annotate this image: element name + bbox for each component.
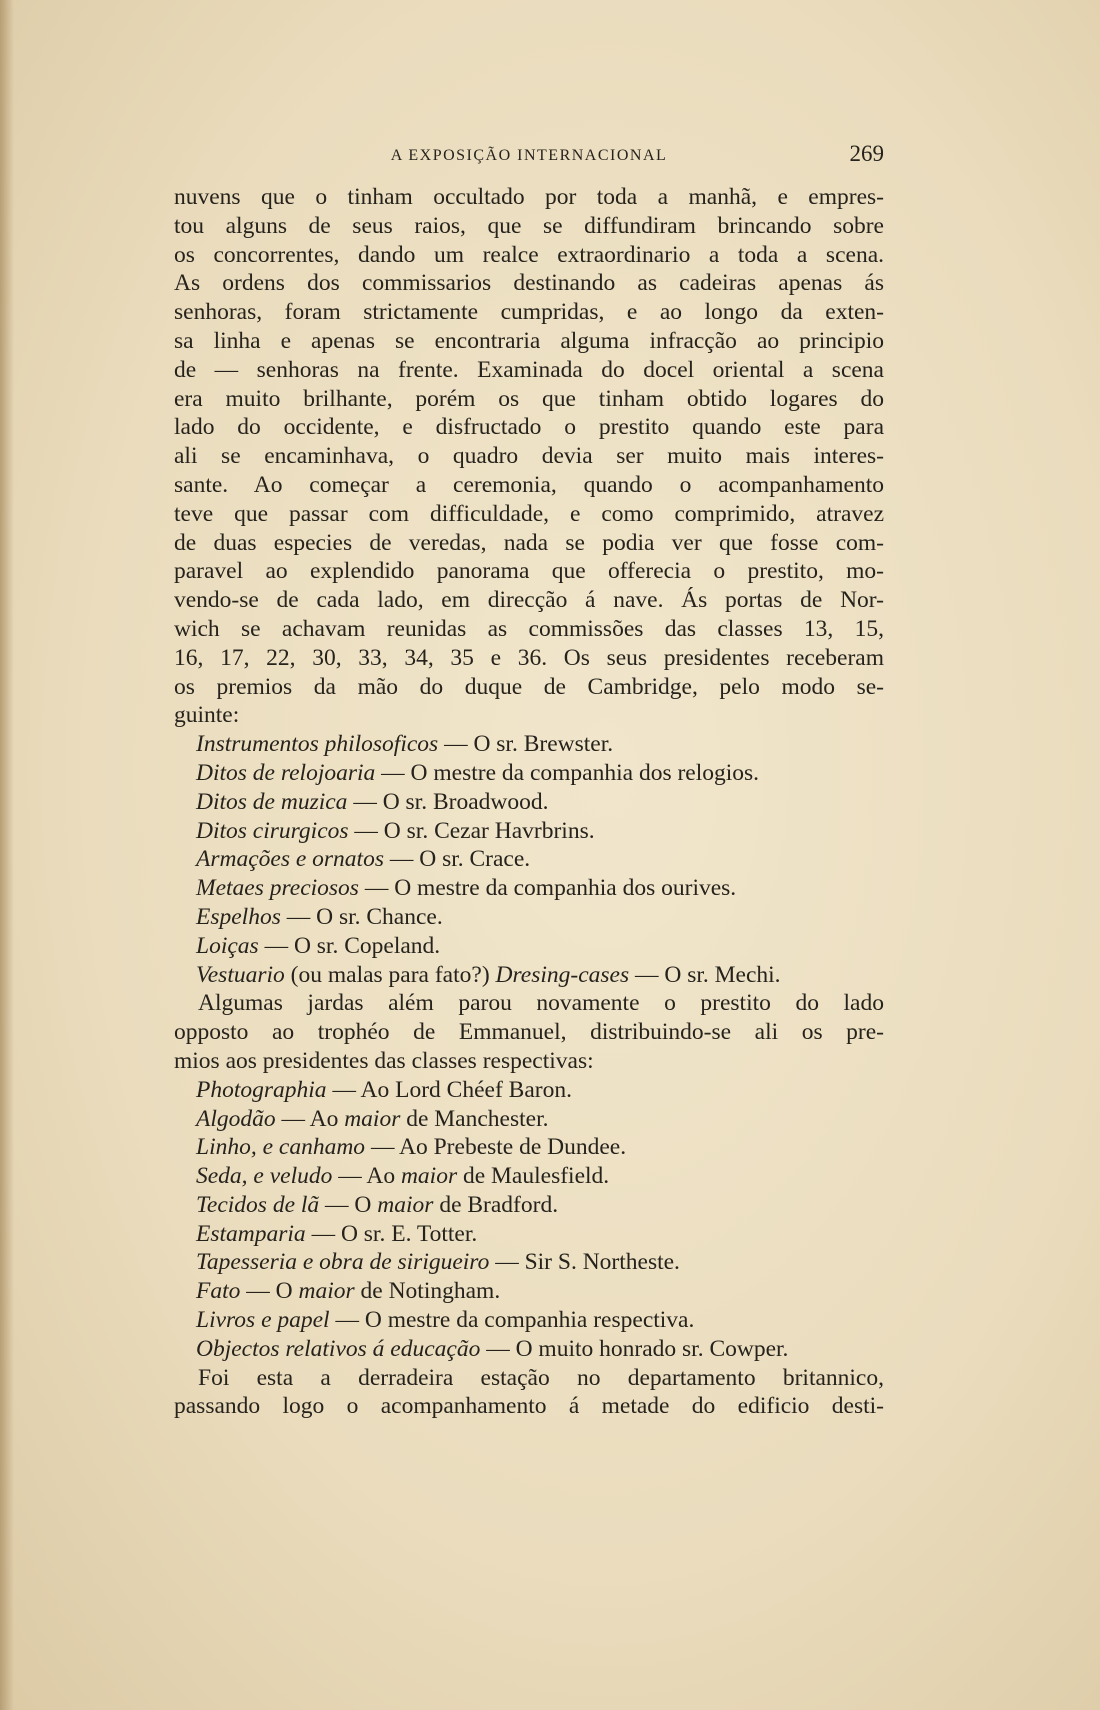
text-segment: — O <box>319 1191 378 1218</box>
text-segment: de Notingham. <box>354 1278 501 1305</box>
prize-entry-line <box>174 1191 884 1220</box>
text-line <box>174 385 884 414</box>
text-segment: de Maulesfield. <box>457 1163 610 1190</box>
text-line <box>174 586 884 615</box>
text-line <box>174 442 884 471</box>
prize-entry-line <box>174 932 884 961</box>
text-segment: lado do occidente, e disfructado o prestito quando este para <box>174 414 884 441</box>
text-line <box>174 989 884 1018</box>
prize-entry-line <box>174 1133 884 1162</box>
text-line <box>174 1018 884 1047</box>
prize-entry-line <box>174 1248 884 1277</box>
italic-segment: Algodão <box>196 1105 276 1132</box>
text-segment: — O muito honrado sr. Cowper. <box>480 1335 789 1362</box>
prize-entry-line <box>174 817 884 846</box>
text-segment: — Ao Prebeste de Dundee. <box>365 1134 627 1161</box>
italic-segment: Photographia <box>196 1076 327 1103</box>
text-segment: — O sr. Chance. <box>280 903 443 930</box>
prize-entry-line <box>174 903 884 932</box>
text-segment: passando logo o acompanhamento á metade do edificio desti- <box>174 1393 884 1420</box>
text-segment: sante. Ao começar a ceremonia, quando o acompanhamento <box>174 471 884 498</box>
text-line <box>174 1047 884 1076</box>
text-segment: paravel ao explendido panorama que offerecia o prestito, mo- <box>174 558 884 585</box>
text-segment: vendo-se de cada lado, em direcção á nave. Ás portas de Nor- <box>174 587 884 614</box>
text-segment: wich se achavam reunidas as commissões das classes 13, 15, <box>174 615 884 642</box>
text-line <box>174 298 884 327</box>
text-segment: (ou malas para fato?) <box>284 961 496 988</box>
italic-segment: Vestuario <box>196 961 285 988</box>
text-segment: — O sr. Cezar Havrbrins. <box>348 817 595 844</box>
prize-entry-line <box>174 1162 884 1191</box>
text-segment: — O sr. Copeland. <box>258 932 441 959</box>
prize-entry-line <box>174 1220 884 1249</box>
italic-segment: Armações e ornatos <box>196 846 384 873</box>
text-line <box>174 1392 884 1421</box>
text-segment: nuvens que o tinham occultado por toda a manhã, e empres- <box>174 184 884 210</box>
italic-segment: maior <box>400 1163 458 1190</box>
page-header <box>174 141 884 171</box>
text-segment: teve que passar com difficuldade, e como comprimido, atravez <box>174 500 884 527</box>
italic-segment: Linho, e canhamo <box>196 1134 366 1161</box>
prize-entry-line <box>174 1335 884 1364</box>
text-segment: — O mestre da companhia respectiva. <box>329 1307 695 1334</box>
prize-entry-line <box>174 874 884 903</box>
italic-segment: maior <box>344 1105 401 1132</box>
text-segment: — O sr. Broadwood. <box>347 788 549 815</box>
italic-segment: Tecidos de lã <box>196 1191 320 1218</box>
italic-segment: Ditos de muzica <box>196 788 348 815</box>
text-segment: de duas especies de veredas, nada se podia ver que fosse com- <box>174 529 884 556</box>
text-line <box>174 644 884 673</box>
text-segment: de — senhoras na frente. Examinada do docel oriental a scena <box>174 356 884 383</box>
italic-segment: Dresing-cases <box>495 961 630 988</box>
text-segment: — Ao <box>275 1105 345 1132</box>
text-segment: — Sir S. Northeste. <box>489 1249 680 1276</box>
text-line <box>174 1364 884 1393</box>
text-line <box>174 356 884 385</box>
italic-segment: Espelhos <box>196 903 281 930</box>
text-segment: mios aos presidentes das classes respectivas: <box>174 1047 594 1074</box>
text-segment: — O sr. Crace. <box>383 846 531 873</box>
text-segment: opposto ao trophéo de Emmanuel, distribuindo-se ali os pre- <box>174 1019 884 1046</box>
text-segment: As ordens dos commissarios destinando as cadeiras apenas ás <box>174 270 884 297</box>
text-line <box>174 327 884 356</box>
italic-segment: Livros e papel <box>196 1307 330 1334</box>
prize-entry-line <box>174 845 884 874</box>
text-segment: 16, 17, 22, 30, 33, 34, 35 e 36. Os seus presidentes receberam <box>174 644 884 671</box>
text-segment: — O sr. E. Totter. <box>305 1220 478 1247</box>
text-segment: Foi esta a derradeira estação no departamento britannico, <box>198 1364 884 1391</box>
italic-segment: maior <box>298 1278 355 1305</box>
text-segment: Algumas jardas além parou novamente o prestito do lado <box>198 990 884 1017</box>
italic-segment: Instrumentos philosoficos <box>196 731 439 758</box>
prize-entry-line <box>174 788 884 817</box>
text-line <box>174 500 884 529</box>
italic-segment: Metaes preciosos <box>196 875 359 902</box>
text-segment: era muito brilhante, porém os que tinham obtido logares do <box>174 385 884 412</box>
text-line <box>174 529 884 558</box>
italic-segment: Estamparia <box>196 1220 306 1247</box>
text-line <box>174 183 884 212</box>
text-segment: os concorrentes, dando um realce extraordinario a toda a scena. <box>174 241 884 268</box>
text-segment: de Bradford. <box>433 1191 559 1218</box>
text-segment: — O sr. Brewster. <box>438 731 614 758</box>
page-number: 269 <box>849 141 884 166</box>
prize-entry-line <box>174 759 884 788</box>
text-line <box>174 241 884 270</box>
text-segment: tou alguns de seus raios, que se diffundiram brincando sobre <box>174 212 884 239</box>
text-line <box>174 615 884 644</box>
italic-segment: Ditos de relojoaria <box>196 759 376 786</box>
text-line <box>174 673 884 702</box>
text-line <box>174 471 884 500</box>
italic-segment: Objectos relativos á educação <box>196 1335 481 1362</box>
text-segment: — Ao <box>332 1163 401 1190</box>
text-segment: — O sr. Mechi. <box>629 961 781 988</box>
text-segment: senhoras, foram strictamente cumpridas, e ao longo da exten- <box>174 299 884 326</box>
text-segment: — Ao Lord Chéef Baron. <box>326 1076 572 1103</box>
text-line <box>174 413 884 442</box>
italic-segment: Loiças <box>196 932 259 959</box>
prize-entry-line <box>174 1076 884 1105</box>
text-segment: guinte: <box>174 702 240 729</box>
text-line <box>174 557 884 586</box>
italic-segment: Ditos cirurgicos <box>196 817 349 844</box>
text-segment: ali se encaminhava, o quadro devia ser muito mais interes- <box>174 443 884 470</box>
binding-edge-shadow <box>0 0 14 1710</box>
text-segment: de Manchester. <box>400 1105 549 1132</box>
prize-entry-line <box>174 961 884 990</box>
text-segment: sa linha e apenas se encontraria alguma infracção ao principio <box>174 327 884 354</box>
text-line <box>174 269 884 298</box>
running-title: A EXPOSIÇÃO INTERNACIONAL <box>390 147 668 164</box>
prize-entry-line <box>174 730 884 759</box>
body-text <box>174 183 884 1421</box>
italic-segment: Tapesseria e obra de sirigueiro <box>196 1249 490 1276</box>
text-line <box>174 701 884 730</box>
text-segment: — O mestre da companhia dos relogios. <box>375 759 760 786</box>
italic-segment: Fato <box>196 1278 241 1305</box>
text-line <box>174 212 884 241</box>
text-segment: — O <box>240 1278 299 1305</box>
italic-segment: maior <box>377 1191 434 1218</box>
text-segment: — O mestre da companhia dos ourives. <box>358 875 737 902</box>
prize-entry-line <box>174 1277 884 1306</box>
prize-entry-line <box>174 1306 884 1335</box>
prize-entry-line <box>174 1105 884 1134</box>
text-segment: os premios da mão do duque de Cambridge, pelo modo se- <box>174 673 884 700</box>
italic-segment: Seda, e veludo <box>196 1163 333 1190</box>
